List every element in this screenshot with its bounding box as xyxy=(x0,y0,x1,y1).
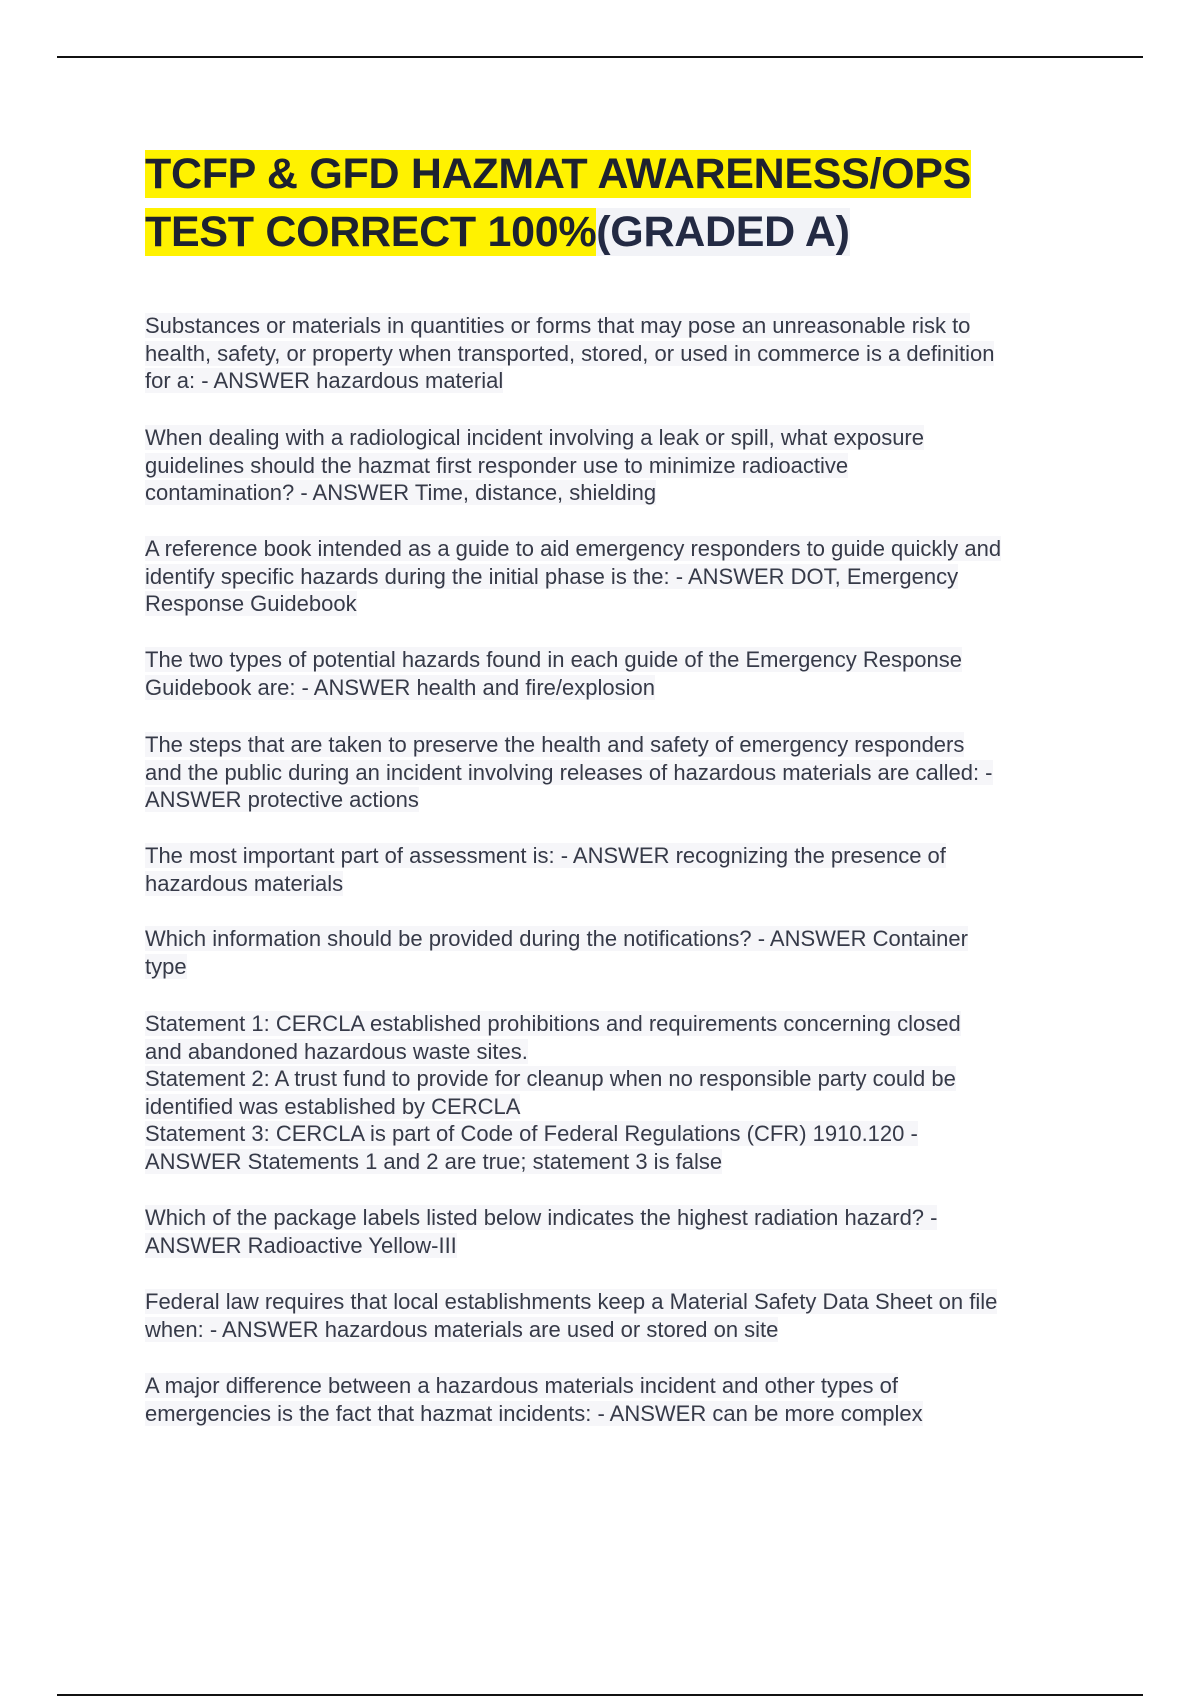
qa-line: contamination? - ANSWER Time, distance, shielding xyxy=(145,480,657,505)
document-title xyxy=(145,145,1090,261)
qa-line: for a: - ANSWER hazardous material xyxy=(145,368,504,393)
qa-line: ANSWER Radioactive Yellow-III xyxy=(145,1232,457,1258)
qa-line: identified was established by CERCLA xyxy=(145,1093,521,1119)
qa-line: Statement 1: CERCLA established prohibitions and requirements concerning closed xyxy=(145,1011,961,1036)
qa-line: Substances or materials in quantities or forms that may pose an unreasonable risk to xyxy=(145,313,971,338)
qa-item-11 xyxy=(145,1372,1090,1427)
qa-item-2 xyxy=(145,424,1090,507)
qa-item-8 xyxy=(145,1010,1090,1175)
qa-item-6 xyxy=(145,842,1090,897)
qa-line: Guidebook are: - ANSWER health and fire/explosion xyxy=(145,674,655,700)
title-grade: (GRADED A) xyxy=(596,208,850,256)
qa-line: Which information should be provided during the notifications? - ANSWER Container xyxy=(145,926,968,951)
bottom-rule xyxy=(57,1694,1143,1696)
qa-line: type xyxy=(145,953,187,979)
qa-line: The most important part of assessment is: - ANSWER recognizing the presence of xyxy=(145,843,946,868)
qa-line: ANSWER protective actions xyxy=(145,787,419,812)
qa-line: The steps that are taken to preserve the health and safety of emergency responders xyxy=(145,732,965,757)
qa-line: emergencies is the fact that hazmat incidents: - ANSWER can be more complex xyxy=(145,1400,923,1426)
qa-line: Federal law requires that local establishments keep a Material Safety Data Sheet on file xyxy=(145,1289,998,1314)
qa-item-4 xyxy=(145,646,1090,701)
qa-item-9 xyxy=(145,1204,1090,1259)
qa-line: when: - ANSWER hazardous materials are used or stored on site xyxy=(145,1316,779,1342)
qa-line: Statement 3: CERCLA is part of Code of Federal Regulations (CFR) 1910.120 - xyxy=(145,1121,918,1146)
qa-item-10 xyxy=(145,1288,1090,1343)
qa-line: health, safety, or property when transported, stored, or used in commerce is a definition xyxy=(145,340,995,366)
qa-line: Which of the package labels listed below indicates the highest radiation hazard? - xyxy=(145,1205,938,1230)
qa-line: Response Guidebook xyxy=(145,591,357,616)
top-rule xyxy=(57,56,1143,58)
qa-item-1 xyxy=(145,312,1090,395)
qa-line: ANSWER Statements 1 and 2 are true; statement 3 is false xyxy=(145,1148,723,1174)
qa-item-7 xyxy=(145,925,1090,980)
qa-line: A major difference between a hazardous materials incident and other types of xyxy=(145,1373,898,1398)
title-highlight-line-1: TCFP & GFD HAZMAT AWARENESS/OPS xyxy=(145,150,972,198)
qa-item-5 xyxy=(145,731,1090,814)
qa-item-3 xyxy=(145,535,1090,618)
qa-line: The two types of potential hazards found in each guide of the Emergency Response xyxy=(145,647,962,672)
qa-line: guidelines should the hazmat first responder use to minimize radioactive xyxy=(145,452,849,478)
qa-line: A reference book intended as a guide to aid emergency responders to guide quickly and xyxy=(145,536,1002,561)
qa-line: and abandoned hazardous waste sites. xyxy=(145,1038,528,1064)
qa-line: When dealing with a radiological incident involving a leak or spill, what exposure xyxy=(145,425,924,450)
qa-line: and the public during an incident involving releases of hazardous materials are called: - xyxy=(145,759,993,785)
qa-line: Statement 2: A trust fund to provide for cleanup when no responsible party could be xyxy=(145,1066,956,1091)
qa-line: hazardous materials xyxy=(145,870,344,896)
qa-line: identify specific hazards during the initial phase is the: - ANSWER DOT, Emergency xyxy=(145,563,959,589)
title-highlight-line-2: TEST CORRECT 100% xyxy=(145,208,597,256)
